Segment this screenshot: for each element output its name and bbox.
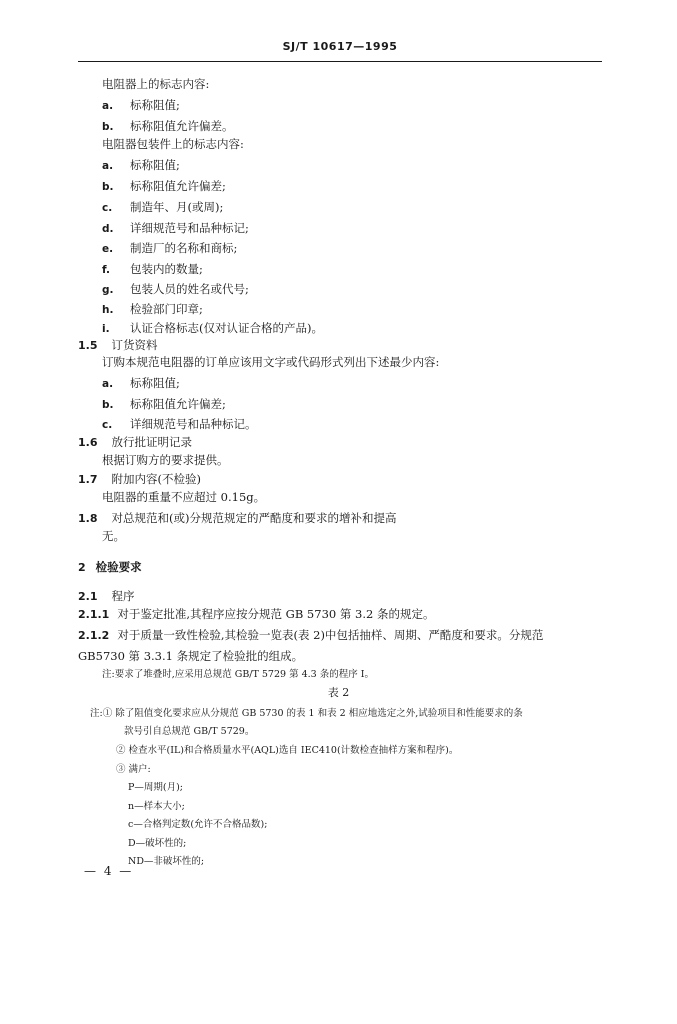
list-item: b. 标称阻值允许偏差。 [102, 119, 234, 133]
list-item: e. 制造厂的名称和商标; [102, 241, 238, 255]
list-item: f. 包装内的数量; [102, 262, 203, 276]
stacking-note: 注:要求了堆叠时,应采用总规范 GB/T 5729 第 4.3 条的程序 I。 [102, 669, 374, 680]
header-rule [78, 61, 602, 62]
list-item: g. 包装人员的姓名或代号; [102, 282, 249, 296]
list-item: a. 标称阻值; [102, 158, 180, 172]
list-item: d. 详细规范号和品种标记; [102, 221, 249, 235]
list-item: b. 标称阻值允许偏差; [102, 179, 226, 193]
section-2-1-2-line2: GB5730 第 3.3.1 条规定了检验批的组成。 [78, 649, 304, 663]
section-2-1-2-line1: 2.1.2 对于质量一致性检验,其检验一览表(表 2)中包括抽样、周期、严酷度和要求。分规范 [78, 628, 544, 642]
list-item: c. 详细规范号和品种标记。 [102, 417, 257, 431]
list-item: b. 标称阻值允许偏差; [102, 397, 226, 411]
section-heading-2: 2 检验要求 [78, 560, 142, 574]
section-1-8-body: 无。 [102, 529, 125, 543]
note-2: ② 检查水平(IL)和合格质量水平(AQL)选自 IEC410(计数检查抽样方案和程序)。 [116, 745, 459, 756]
section-1-5-intro: 订购本规范电阻器的订单应该用文字或代码形式列出下述最少内容: [102, 355, 440, 369]
list-item: h. 检验部门印章; [102, 302, 203, 316]
note-1-line1: 注:① 除了阻值变化要求应从分规范 GB 5730 的表 1 和表 2 相应地选定之外,试验项目和性能要求的条 [90, 708, 523, 719]
section-heading-1-6: 1.6 放行批证明记录 [78, 435, 192, 449]
list-item: a. 标称阻值; [102, 376, 180, 390]
section-heading-2-1: 2.1 程序 [78, 589, 135, 603]
legend-n: n—样本大小; [128, 801, 185, 812]
list-item: a. 标称阻值; [102, 98, 180, 112]
note-3: ③ 满户: [116, 764, 151, 775]
list-item: c. 制造年、月(或周); [102, 200, 224, 214]
legend-c: c—合格判定数(允许不合格品数); [128, 819, 268, 830]
section-heading-1-5: 1.5 订货资料 [78, 338, 158, 352]
section-2-1-1: 2.1.1 对于鉴定批准,其程序应按分规范 GB 5730 第 3.2 条的规定。 [78, 607, 435, 621]
section-1-6-body: 根据订购方的要求提供。 [102, 453, 229, 467]
section-heading-1-8: 1.8 对总规范和(或)分规范规定的严酷度和要求的增补和提高 [78, 511, 397, 525]
legend-nd: ND—非破坏性的; [128, 856, 205, 867]
list-item: i. 认证合格标志(仅对认证合格的产品)。 [102, 321, 323, 335]
note-1-line2: 款号引自总规范 GB/T 5729。 [124, 726, 255, 737]
section-heading-1-7: 1.7 附加内容(不检验) [78, 472, 201, 486]
section-1-7-body: 电阻器的重量不应超过 0.15g。 [102, 490, 266, 504]
resistor-marking-title: 电阻器上的标志内容: [102, 77, 210, 91]
legend-p: P—周期(月); [128, 782, 184, 793]
standard-code-header: SJ/T 10617—1995 [282, 40, 398, 53]
legend-d: D—破坏性的; [128, 838, 187, 849]
table-title: 表 2 [327, 686, 350, 699]
page-number: — 4 — [84, 864, 134, 878]
package-marking-title: 电阻器包装件上的标志内容: [102, 137, 244, 151]
